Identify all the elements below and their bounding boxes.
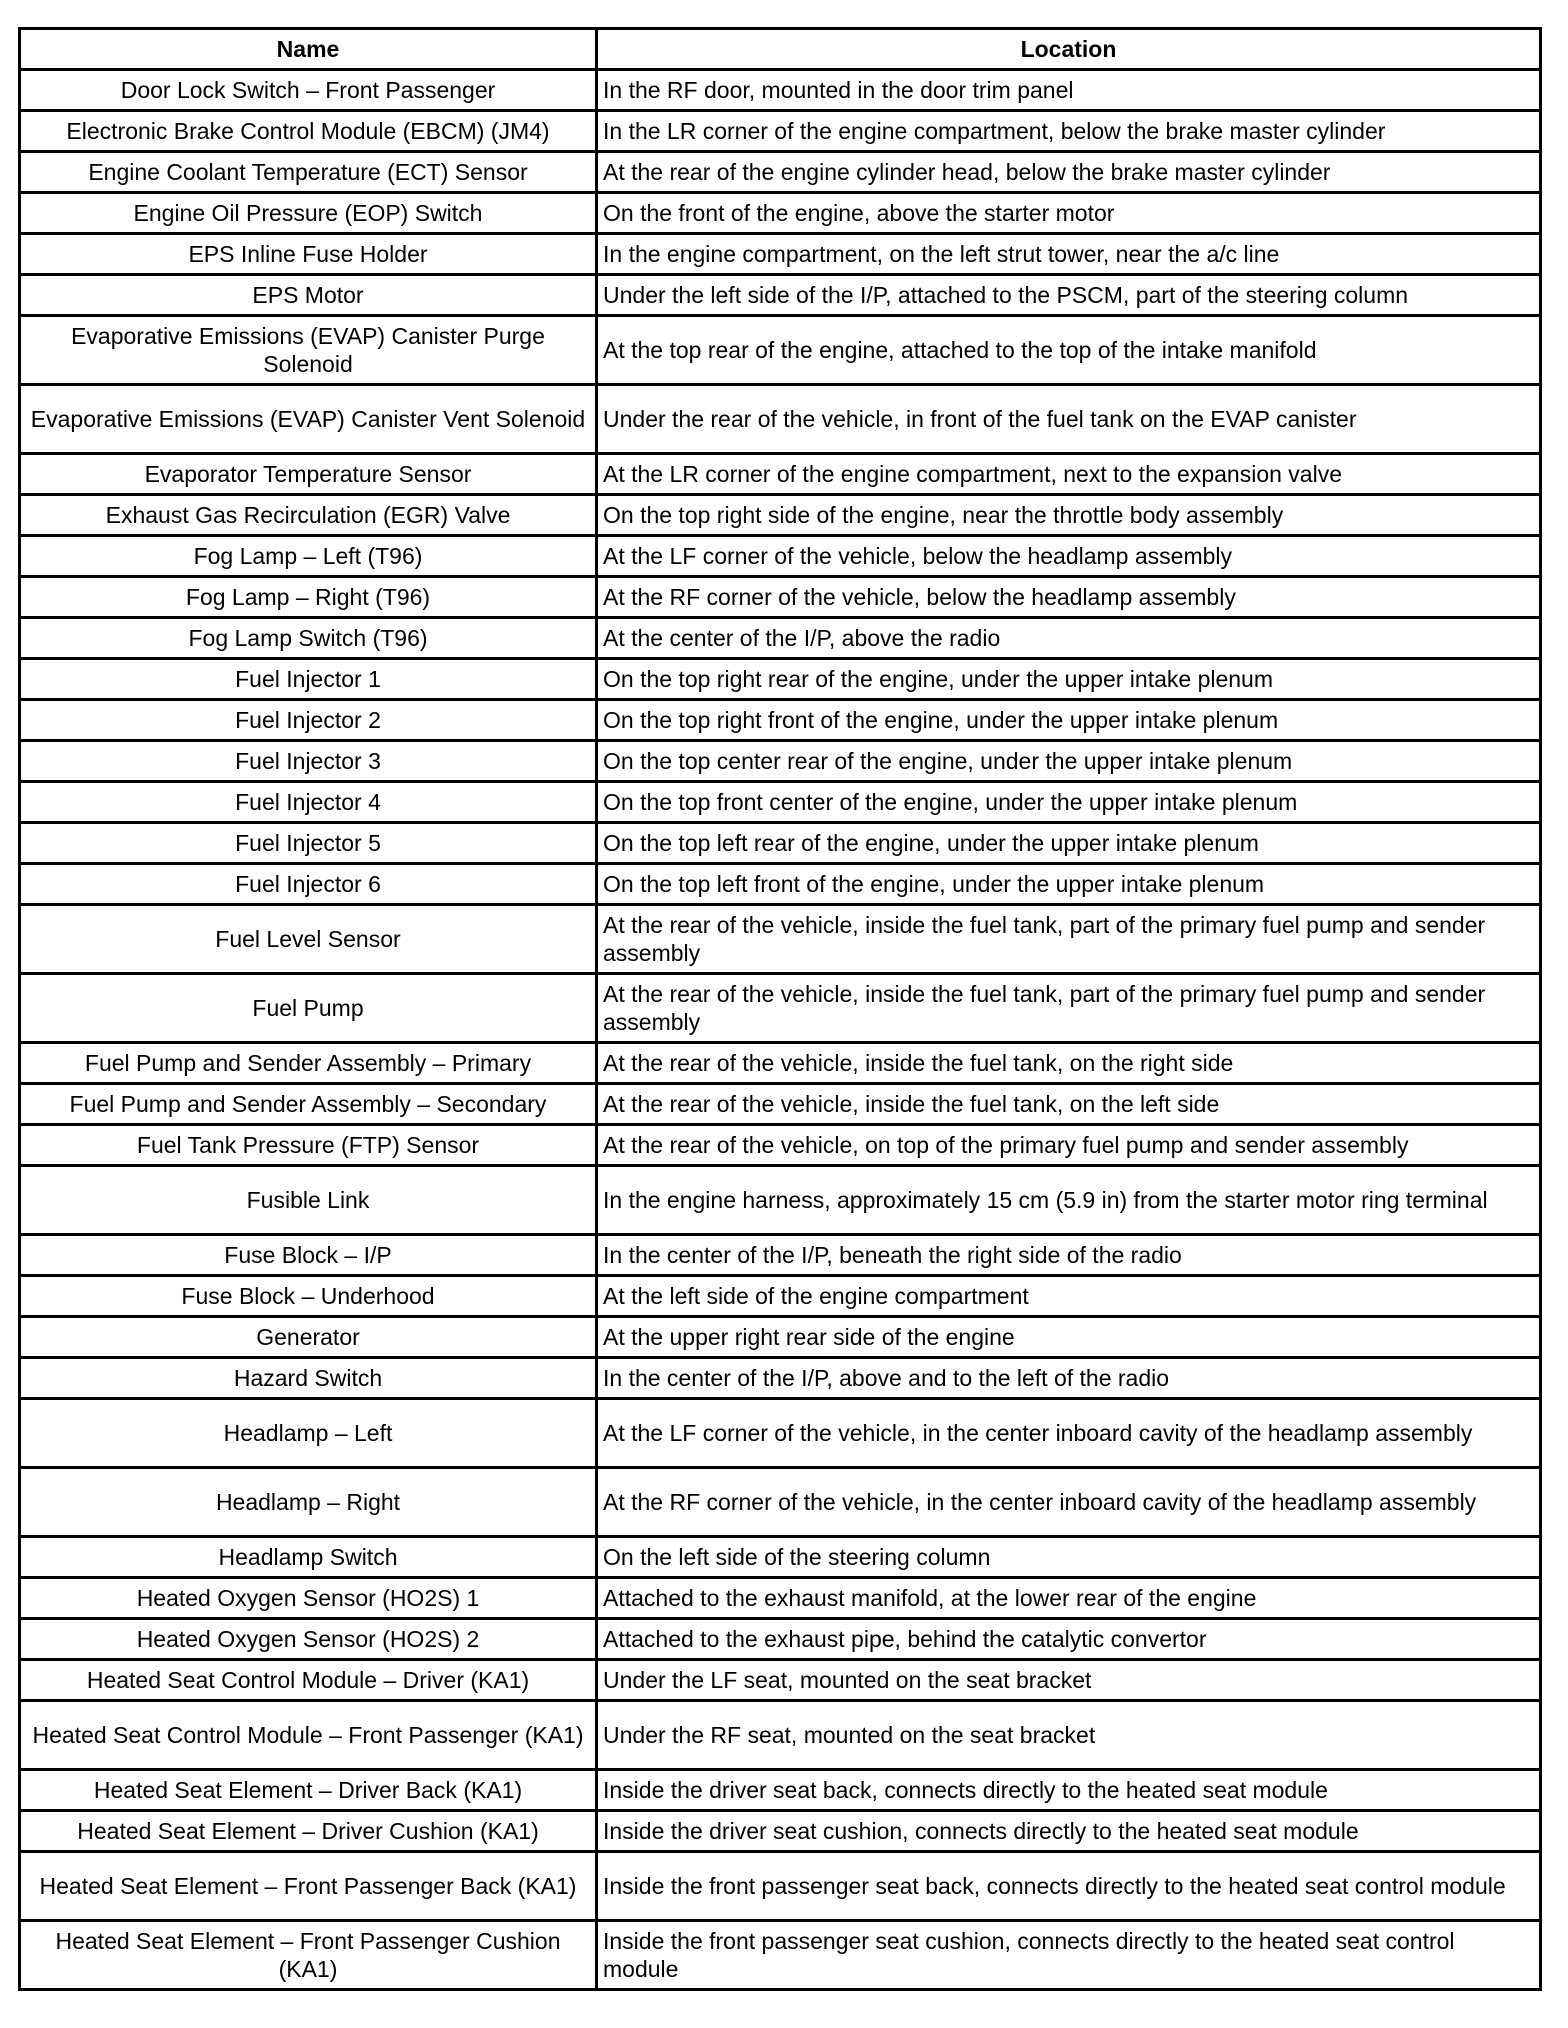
table-row [20,152,1541,193]
component-location-cell: In the LR corner of the engine compartment, below the brake master cylinder [597,111,1541,152]
component-location-cell: At the left side of the engine compartment [597,1276,1541,1317]
component-location-cell: In the engine harness, approximately 15 cm (5.9 in) from the starter motor ring terminal [597,1166,1541,1235]
table-row [20,659,1541,700]
table-row [20,1537,1541,1578]
component-location-cell: In the engine compartment, on the left strut tower, near the a/c line [597,234,1541,275]
table-row [20,193,1541,234]
header-row [20,29,1541,70]
table-row [20,577,1541,618]
component-name-cell: Fuel Injector 4 [20,782,597,823]
table-row [20,1701,1541,1770]
component-name-cell: EPS Inline Fuse Holder [20,234,597,275]
component-name-cell: Evaporative Emissions (EVAP) Canister Purge Solenoid [20,316,597,385]
table-row [20,864,1541,905]
table-row [20,1125,1541,1166]
component-name-cell: Fuel Injector 1 [20,659,597,700]
component-location-cell: Under the RF seat, mounted on the seat bracket [597,1701,1541,1770]
component-location-cell: At the rear of the vehicle, inside the fuel tank, part of the primary fuel pump and sender assembly [597,905,1541,974]
component-name-cell: Heated Seat Control Module – Driver (KA1) [20,1660,597,1701]
component-name-cell: Evaporator Temperature Sensor [20,454,597,495]
table-row [20,495,1541,536]
table-row [20,275,1541,316]
component-name-cell: Headlamp – Left [20,1399,597,1468]
component-location-cell: Under the left side of the I/P, attached to the PSCM, part of the steering column [597,275,1541,316]
component-name-cell: Heated Oxygen Sensor (HO2S) 1 [20,1578,597,1619]
component-name-cell: Fuel Pump and Sender Assembly – Secondary [20,1084,597,1125]
component-name-cell: Fuel Tank Pressure (FTP) Sensor [20,1125,597,1166]
table-row [20,316,1541,385]
component-name-cell: Fuel Pump and Sender Assembly – Primary [20,1043,597,1084]
table-row [20,454,1541,495]
table-row [20,234,1541,275]
component-name-cell: Fusible Link [20,1166,597,1235]
component-location-cell: On the top right side of the engine, near the throttle body assembly [597,495,1541,536]
component-location-cell: On the top left front of the engine, under the upper intake plenum [597,864,1541,905]
component-location-cell: At the LF corner of the vehicle, below the headlamp assembly [597,536,1541,577]
component-location-cell: At the rear of the engine cylinder head, below the brake master cylinder [597,152,1541,193]
table-row [20,782,1541,823]
component-location-cell: Inside the front passenger seat back, connects directly to the heated seat control module [597,1852,1541,1921]
component-name-cell: Headlamp Switch [20,1537,597,1578]
component-location-cell: At the rear of the vehicle, inside the fuel tank, on the right side [597,1043,1541,1084]
table-row [20,1166,1541,1235]
component-name-cell: Heated Seat Control Module – Front Passenger (KA1) [20,1701,597,1770]
component-name-cell: Fuse Block – Underhood [20,1276,597,1317]
component-name-cell: Headlamp – Right [20,1468,597,1537]
component-location-cell: At the center of the I/P, above the radio [597,618,1541,659]
component-location-cell: Attached to the exhaust manifold, at the lower rear of the engine [597,1578,1541,1619]
component-location-cell: On the front of the engine, above the starter motor [597,193,1541,234]
component-name-cell: Fog Lamp Switch (T96) [20,618,597,659]
component-location-cell: In the center of the I/P, beneath the right side of the radio [597,1235,1541,1276]
component-name-cell: Fog Lamp – Left (T96) [20,536,597,577]
table-row [20,70,1541,111]
component-name-cell: Heated Seat Element – Front Passenger Back (KA1) [20,1852,597,1921]
component-name-cell: Fuel Level Sensor [20,905,597,974]
component-name-cell: Heated Seat Element – Driver Back (KA1) [20,1770,597,1811]
table-row [20,536,1541,577]
table-row [20,1811,1541,1852]
table-row [20,1660,1541,1701]
component-name-cell: Fuse Block – I/P [20,1235,597,1276]
table-row [20,1043,1541,1084]
component-location-cell: At the rear of the vehicle, inside the fuel tank, part of the primary fuel pump and sender assembly [597,974,1541,1043]
component-location-cell: On the left side of the steering column [597,1537,1541,1578]
component-name-cell: Heated Seat Element – Driver Cushion (KA1) [20,1811,597,1852]
component-location-cell: Attached to the exhaust pipe, behind the catalytic convertor [597,1619,1541,1660]
table-row [20,618,1541,659]
component-location-cell: In the center of the I/P, above and to the left of the radio [597,1358,1541,1399]
component-location-cell: At the LR corner of the engine compartment, next to the expansion valve [597,454,1541,495]
table-row [20,1852,1541,1921]
table-row [20,1235,1541,1276]
table-row [20,823,1541,864]
component-name-cell: Fuel Injector 5 [20,823,597,864]
component-location-cell: Under the LF seat, mounted on the seat bracket [597,1660,1541,1701]
component-location-cell: On the top front center of the engine, under the upper intake plenum [597,782,1541,823]
table-row [20,1770,1541,1811]
component-location-cell: In the RF door, mounted in the door trim panel [597,70,1541,111]
table-row [20,905,1541,974]
component-name-cell: Fuel Pump [20,974,597,1043]
component-location-cell: At the rear of the vehicle, on top of the primary fuel pump and sender assembly [597,1125,1541,1166]
component-name-cell: EPS Motor [20,275,597,316]
column-header-location: Location [597,29,1541,70]
component-name-cell: Evaporative Emissions (EVAP) Canister Vent Solenoid [20,385,597,454]
component-location-table [18,27,1542,1991]
table-row [20,111,1541,152]
table-row [20,974,1541,1043]
table-row [20,1358,1541,1399]
component-location-cell: Inside the driver seat cushion, connects directly to the heated seat module [597,1811,1541,1852]
component-name-cell: Electronic Brake Control Module (EBCM) (JM4) [20,111,597,152]
table-row [20,700,1541,741]
component-name-cell: Engine Oil Pressure (EOP) Switch [20,193,597,234]
component-location-cell: At the upper right rear side of the engine [597,1317,1541,1358]
component-location-cell: At the RF corner of the vehicle, in the center inboard cavity of the headlamp assembly [597,1468,1541,1537]
component-name-cell: Fuel Injector 6 [20,864,597,905]
component-location-cell: On the top center rear of the engine, under the upper intake plenum [597,741,1541,782]
table-row [20,1084,1541,1125]
component-name-cell: Engine Coolant Temperature (ECT) Sensor [20,152,597,193]
component-location-cell: At the LF corner of the vehicle, in the center inboard cavity of the headlamp assembly [597,1399,1541,1468]
component-name-cell: Fuel Injector 2 [20,700,597,741]
component-name-cell: Heated Seat Element – Front Passenger Cushion (KA1) [20,1921,597,1990]
component-location-cell: Under the rear of the vehicle, in front of the fuel tank on the EVAP canister [597,385,1541,454]
component-name-cell: Exhaust Gas Recirculation (EGR) Valve [20,495,597,536]
component-name-cell: Fuel Injector 3 [20,741,597,782]
component-location-cell: On the top right front of the engine, under the upper intake plenum [597,700,1541,741]
component-name-cell: Generator [20,1317,597,1358]
component-location-cell: At the rear of the vehicle, inside the fuel tank, on the left side [597,1084,1541,1125]
component-location-cell: On the top right rear of the engine, under the upper intake plenum [597,659,1541,700]
table-row [20,741,1541,782]
table-row [20,1578,1541,1619]
component-location-cell: At the top rear of the engine, attached to the top of the intake manifold [597,316,1541,385]
table-row [20,1619,1541,1660]
table-row [20,1276,1541,1317]
table-row [20,1317,1541,1358]
component-location-cell: At the RF corner of the vehicle, below the headlamp assembly [597,577,1541,618]
component-name-cell: Fog Lamp – Right (T96) [20,577,597,618]
column-header-name: Name [20,29,597,70]
table-row [20,1399,1541,1468]
component-name-cell: Door Lock Switch – Front Passenger [20,70,597,111]
table-row [20,385,1541,454]
component-location-cell: On the top left rear of the engine, under the upper intake plenum [597,823,1541,864]
component-name-cell: Hazard Switch [20,1358,597,1399]
component-location-cell: Inside the driver seat back, connects directly to the heated seat module [597,1770,1541,1811]
component-location-cell: Inside the front passenger seat cushion, connects directly to the heated seat control module [597,1921,1541,1990]
table-row [20,1468,1541,1537]
table-row [20,1921,1541,1990]
component-name-cell: Heated Oxygen Sensor (HO2S) 2 [20,1619,597,1660]
